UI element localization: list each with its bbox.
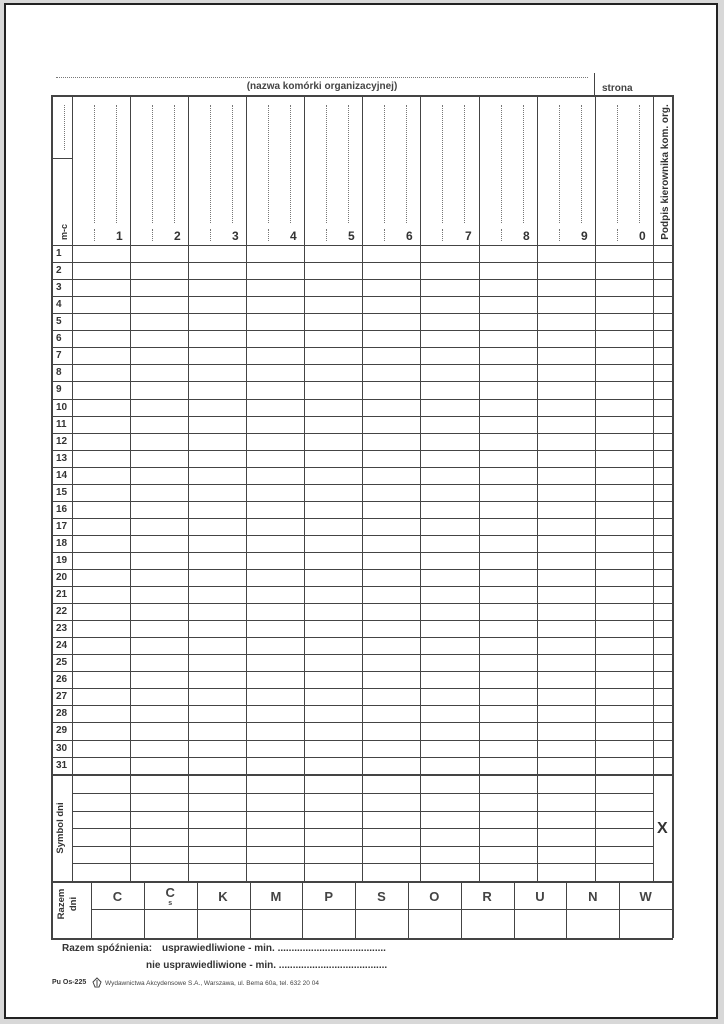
summary-code-s: S — [377, 889, 386, 904]
summary-code-w: W — [639, 889, 652, 904]
column-header-dotted-line — [384, 105, 385, 223]
day-row-line — [51, 774, 672, 776]
day-number: 16 — [56, 503, 68, 515]
day-row-line — [51, 399, 672, 400]
column-number-0: 0 — [639, 229, 646, 243]
column-number-tick — [501, 229, 502, 241]
column-number-tick — [268, 229, 269, 241]
publisher-logo-icon — [92, 977, 102, 988]
day-row-line — [51, 535, 672, 536]
column-number-6: 6 — [406, 229, 413, 243]
day-number: 2 — [56, 265, 62, 277]
column-line — [420, 95, 421, 881]
day-row-line — [51, 637, 672, 638]
column-header-dotted-line — [501, 105, 502, 223]
column-header-dotted-line — [290, 105, 291, 223]
column-line — [188, 95, 189, 881]
signature-label: Podpis kierownika kom. org. — [660, 104, 671, 240]
column-line — [479, 95, 480, 881]
summary-code-u: U — [535, 889, 545, 904]
day-number: 13 — [56, 452, 68, 464]
day-number: 7 — [56, 350, 62, 362]
day-number: 26 — [56, 674, 68, 686]
column-number-1: 1 — [116, 229, 123, 243]
symbol-row-line — [72, 828, 653, 829]
unexcused-minutes-line: nie usprawiedliwione - min. ....................................... — [146, 960, 388, 971]
day-number: 15 — [56, 486, 68, 498]
form-page — [4, 3, 718, 1019]
column-number-9: 9 — [581, 229, 588, 243]
day-number: 1 — [56, 248, 62, 259]
column-header-dotted-line — [442, 105, 443, 223]
day-row-line — [51, 603, 672, 604]
day-number: 6 — [56, 333, 62, 345]
day-number: 12 — [56, 435, 68, 447]
summary-code-subscript: s — [168, 900, 173, 907]
day-row-line — [51, 722, 672, 723]
day-row-line — [51, 433, 672, 434]
day-row-line — [51, 279, 672, 280]
day-row-line — [51, 262, 672, 263]
column-line — [304, 95, 305, 881]
day-number: 20 — [56, 572, 68, 583]
symbol-days-label: Symbol dni — [55, 802, 66, 854]
column-number-tick — [384, 229, 385, 241]
day-row-line — [51, 757, 672, 758]
day-number: 3 — [56, 282, 62, 294]
day-row-line — [51, 654, 672, 655]
column-header-dotted-line — [523, 105, 524, 223]
day-number: 18 — [56, 537, 68, 549]
month-dotted-line — [64, 105, 65, 150]
lateness-label: Razem spóźnienia: — [62, 943, 153, 954]
column-line — [362, 95, 363, 881]
column-header-dotted-line — [348, 105, 349, 223]
publisher-info: Wydawnictwa Akcydensowe S.A., Warszawa, ul. Bema 60a, tel. 632 20 04 — [105, 980, 319, 987]
column-header-dotted-line — [464, 105, 465, 223]
column-number-3: 3 — [232, 229, 239, 243]
column-number-tick — [617, 229, 618, 241]
column-header-dotted-line — [639, 105, 640, 223]
summary-label-line1: Razem — [56, 888, 67, 920]
page-caption: strona — [602, 83, 633, 94]
day-number: 21 — [56, 589, 68, 600]
frame-left — [51, 95, 53, 938]
day-number: 28 — [56, 708, 68, 720]
day-row-line — [51, 416, 672, 417]
symbol-row-line — [72, 793, 653, 794]
day-row-line — [51, 484, 672, 485]
summary-code-p: P — [324, 889, 334, 904]
day-row-line — [51, 313, 672, 314]
summary-code-k: K — [218, 889, 228, 904]
day-row-line — [51, 688, 672, 689]
column-number-tick — [94, 229, 95, 241]
column-header-dotted-line — [210, 105, 211, 223]
column-number-tick — [210, 229, 211, 241]
column-header-dotted-line — [268, 105, 269, 223]
day-number: 31 — [56, 759, 68, 771]
day-number: 25 — [56, 657, 68, 669]
column-line — [537, 95, 538, 881]
column-line — [595, 95, 596, 881]
excused-minutes-line: usprawiedliwione - min. ....................................... — [162, 943, 386, 954]
summary-code-c: C — [165, 885, 175, 900]
day-row-line — [51, 569, 672, 570]
column-header-dotted-line — [152, 105, 153, 223]
column-header-dotted-line — [617, 105, 618, 223]
column-line — [130, 95, 131, 881]
day-row-line — [51, 364, 672, 365]
column-number-8: 8 — [523, 229, 530, 243]
day-number: 5 — [56, 316, 62, 328]
column-header-dotted-line — [94, 105, 95, 223]
column-line — [653, 95, 654, 881]
day-number: 11 — [56, 418, 67, 430]
day-row-line — [51, 671, 672, 672]
day-row-line — [51, 450, 672, 451]
day-number: 4 — [56, 299, 62, 311]
form-code: Pu Os-225 — [52, 979, 87, 986]
symbol-row-line — [72, 846, 653, 847]
column-number-tick — [326, 229, 327, 241]
summary-mid-line — [91, 909, 672, 910]
symbol-row-line — [72, 863, 653, 864]
frame-bottom — [51, 938, 673, 940]
day-row-line — [51, 467, 672, 468]
month-box-divider — [51, 158, 72, 159]
summary-code-m: M — [270, 889, 282, 904]
summary-label-line2: dni — [68, 896, 79, 912]
day-row-line — [51, 296, 672, 297]
day-row-line — [51, 518, 672, 519]
column-number-4: 4 — [290, 229, 297, 243]
org-unit-dotted-line — [56, 77, 588, 78]
day-number: 22 — [56, 606, 68, 617]
org-unit-caption: (nazwa komórki organizacyjnej) — [246, 81, 398, 92]
summary-code-o: O — [429, 889, 440, 904]
summary-code-c: C — [112, 889, 123, 904]
column-header-dotted-line — [174, 105, 175, 223]
day-row-line — [51, 330, 672, 331]
column-number-5: 5 — [348, 229, 355, 243]
day-row-line — [51, 552, 672, 553]
day-number: 17 — [56, 520, 68, 532]
day-row-line — [51, 381, 672, 382]
day-row-line — [51, 586, 672, 587]
day-row-line — [51, 347, 672, 348]
day-number: 10 — [56, 401, 68, 413]
column-number-tick — [559, 229, 560, 241]
summary-code-r: R — [482, 889, 492, 904]
month-label: m-c — [59, 224, 69, 241]
day-number: 19 — [56, 554, 68, 566]
column-header-dotted-line — [326, 105, 327, 223]
column-number-7: 7 — [465, 229, 472, 243]
column-number-tick — [152, 229, 153, 241]
day-number: 14 — [56, 469, 68, 481]
day-number: 23 — [56, 623, 68, 635]
day-number: 27 — [56, 691, 68, 703]
symbol-row-line — [72, 811, 653, 812]
symbol-cross-mark: X — [657, 820, 668, 837]
day-row-line — [51, 620, 672, 621]
day-number: 9 — [56, 384, 62, 396]
column-number-2: 2 — [174, 229, 181, 243]
day-number: 30 — [56, 742, 68, 754]
day-number: 29 — [56, 725, 68, 737]
column-line — [246, 95, 247, 881]
day-row-line — [51, 501, 672, 502]
header-divider — [594, 73, 595, 97]
column-header-dotted-line — [406, 105, 407, 223]
day-row-line — [51, 245, 672, 246]
day-number: 24 — [56, 640, 68, 652]
day-number: 8 — [56, 367, 62, 379]
column-number-tick — [442, 229, 443, 241]
column-header-dotted-line — [116, 105, 117, 223]
summary-code-n: N — [588, 889, 598, 904]
column-header-dotted-line — [559, 105, 560, 223]
day-row-line — [51, 740, 672, 741]
day-row-line — [51, 705, 672, 706]
column-header-dotted-line — [232, 105, 233, 223]
column-header-dotted-line — [581, 105, 582, 223]
